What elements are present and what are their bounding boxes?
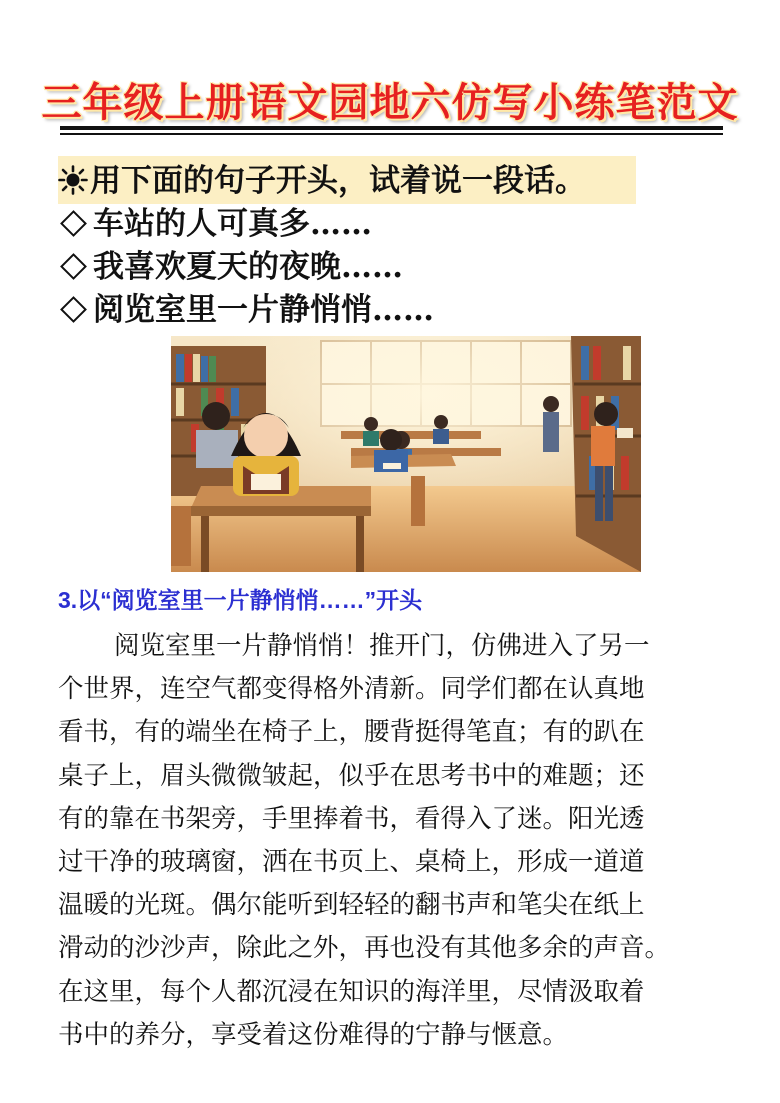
title-divider-thick bbox=[60, 126, 723, 130]
essay-line: 在这里，每个人都沉浸在知识的海洋里，尽情汲取着 bbox=[58, 976, 645, 1007]
essay-line: 阅览室里一片静悄悄！推开门，仿佛进入了另一 bbox=[114, 631, 650, 661]
essay-line: 过干净的玻璃窗，洒在书页上、桌椅上，形成一道道 bbox=[58, 847, 645, 878]
essay-line: 书中的养分，享受着这份难得的宁静与惬意。 bbox=[58, 1019, 569, 1050]
section-heading: 3.以“阅览室里一片静悄悄……”开头 bbox=[58, 587, 423, 613]
option-text: 我喜欢夏天的夜晚…… bbox=[93, 249, 403, 285]
diamond-icon bbox=[60, 296, 87, 323]
essay-line: 有的靠在书架旁，手里捧着书，看得入了迷。阳光透 bbox=[58, 803, 645, 834]
library-illustration bbox=[171, 336, 641, 572]
essay-line: 看书，有的端坐在椅子上，腰背挺得笔直；有的趴在 bbox=[58, 717, 645, 748]
essay-line: 滑动的沙沙声，除此之外，再也没有其他多余的声音。 bbox=[58, 933, 671, 964]
diamond-icon bbox=[60, 210, 87, 237]
prompt-line bbox=[58, 158, 586, 204]
essay-line: 桌子上，眉头微微皱起，似乎在思考书中的难题；还 bbox=[58, 760, 645, 791]
option-item bbox=[58, 202, 372, 246]
option-item bbox=[58, 288, 434, 332]
page-title: 三年级上册语文园地六仿写小练笔范文 bbox=[41, 79, 739, 126]
essay-body bbox=[58, 625, 723, 1057]
diamond-icon bbox=[60, 253, 87, 280]
sun-icon bbox=[58, 165, 88, 195]
option-text: 车站的人可真多…… bbox=[93, 206, 372, 242]
essay-line: 温暖的光斑。偶尔能听到轻轻的翻书声和笔尖在纸上 bbox=[58, 890, 645, 921]
essay-line: 个世界，连空气都变得格外清新。同学们都在认真地 bbox=[58, 674, 645, 705]
prompt-text: 用下面的句子开头，试着说一段话。 bbox=[90, 163, 586, 199]
option-text: 阅览室里一片静悄悄…… bbox=[93, 292, 434, 328]
title-divider-thin bbox=[60, 133, 723, 135]
option-item bbox=[58, 245, 403, 289]
